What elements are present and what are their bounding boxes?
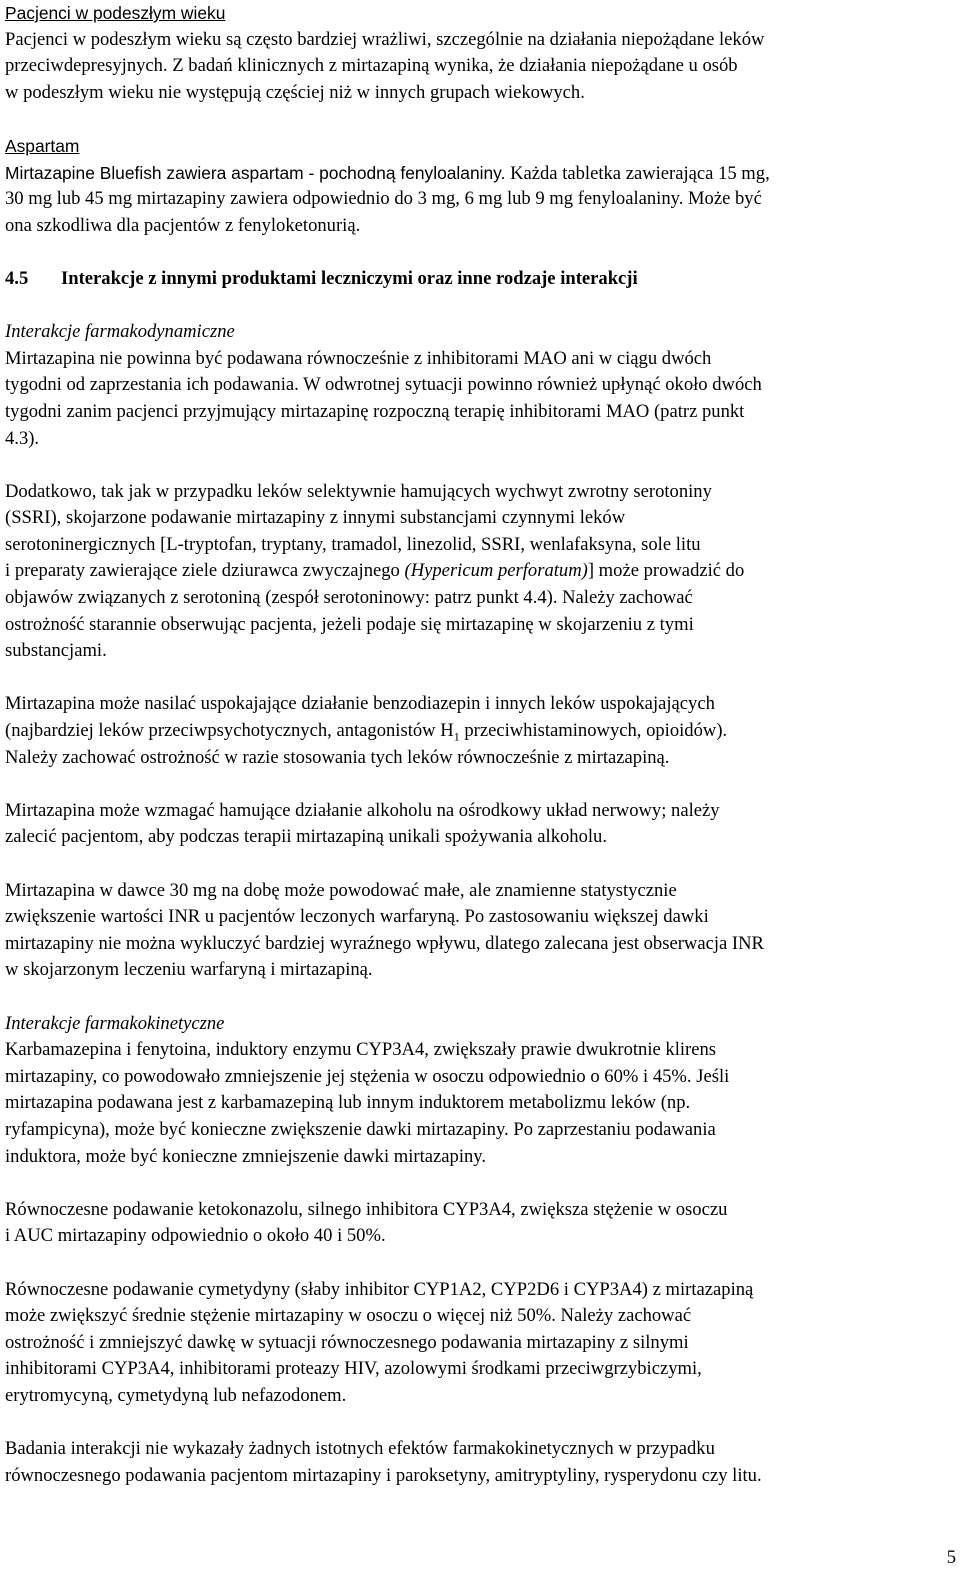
text-line: Mirtazapina może nasilać uspokajające działanie benzodiazepin i innych leków uspokajających xyxy=(5,693,715,715)
spacer xyxy=(5,293,953,320)
text-line: substancjami. xyxy=(5,640,107,662)
spacer xyxy=(5,106,953,133)
text-line: zwiększenie wartości INR u pacjentów leczonych warfaryną. Po zastosowaniu większej dawki xyxy=(5,906,709,928)
text-line: Mirtazapina nie powinna być podawana równocześnie z inhibitorami MAO ani w ciągu dwóch xyxy=(5,347,712,369)
section-heading xyxy=(5,266,953,293)
text-line: erytromycyną, cymetydyną lub nefazodonem. xyxy=(5,1384,347,1406)
spacer xyxy=(5,851,953,878)
page-number: 5 xyxy=(946,1547,956,1568)
spacer xyxy=(5,452,953,479)
text-line: induktora, może być konieczne zmniejszenie dawki mirtazapiny. xyxy=(5,1145,487,1167)
spacer xyxy=(5,239,953,266)
subheading-aspartam: Aspartam xyxy=(5,135,80,156)
text-line: 30 mg lub 45 mg mirtazapiny zawiera odpowiednio do 3 mg, 6 mg lub 9 mg fenyloalaniny. Może być xyxy=(5,188,762,210)
text-span: przeciwhistaminowych, opioidów). xyxy=(459,720,728,742)
text-line: tygodni od zaprzestania ich podawania. W odwrotnej sytuacji powinno również upłynąć około dwóch xyxy=(5,374,762,396)
text-line: tygodni zanim pacjenci przyjmujący mirtazapinę rozpoczną terapię inhibitorami MAO (patrz punkt xyxy=(5,400,745,422)
text-line: może zwiększyć średnie stężenie mirtazapiny w osoczu o więcej niż 50%. Należy zachować xyxy=(5,1305,692,1327)
subheading-pharmacokinetic: Interakcje farmakokinetyczne xyxy=(5,1012,225,1034)
text-line: Równoczesne podawanie cymetydyny (słaby inhibitor CYP1A2, CYP2D6 i CYP3A4) z mirtazapiną xyxy=(5,1278,754,1300)
spacer xyxy=(5,1409,953,1436)
text-line: serotoninergicznych [L-tryptofan, tryptany, tramadol, linezolid, SSRI, wenlafaksyna, sole litu xyxy=(5,533,701,555)
spacer xyxy=(5,1250,953,1277)
text-line: ostrożność i zmniejszyć dawkę w sytuacji równoczesnego podawania mirtazapiny z silnymi xyxy=(5,1331,689,1353)
subheading-pharmacodynamic: Interakcje farmakodynamiczne xyxy=(5,321,235,343)
text-line xyxy=(5,160,953,187)
text-line: ostrożność starannie obserwując pacjenta, jeżeli podaje się mirtazapinę w skojarzeniu z tymi xyxy=(5,613,694,635)
text-span: (najbardziej leków przeciwpsychotycznych, antagonistów H xyxy=(5,720,454,742)
section-title: Interakcje z innymi produktami leczniczymi oraz inne rodzaje interakcji xyxy=(61,267,638,289)
text-line: zalecić pacjentom, aby podczas terapii mirtazapiną unikali spożywania alkoholu. xyxy=(5,826,607,848)
text-line: w podeszłym wieku nie występują częściej niż w innych grupach wiekowych. xyxy=(5,81,585,103)
subscript: 1 xyxy=(453,729,460,744)
text-span: Każda tabletka zawierająca 15 mg, xyxy=(505,162,770,184)
text-line: Badania interakcji nie wykazały żadnych istotnych efektów farmakokinetycznych w przypadku xyxy=(5,1438,715,1460)
text-span: i preparaty zawierające ziele dziurawca zwyczajnego xyxy=(5,560,405,582)
document-page xyxy=(5,0,953,1489)
text-line: równoczesnego podawania pacjentom mirtazapiny i paroksetyny, amitryptyliny, rysperydonu czy litu. xyxy=(5,1464,762,1486)
spacer xyxy=(5,665,953,692)
text-line: Należy zachować ostrożność w razie stosowania tych leków równocześnie z mirtazapiną. xyxy=(5,746,670,768)
text-line: w skojarzonym leczeniu warfaryną i mirtazapiną. xyxy=(5,959,373,981)
spacer xyxy=(5,984,953,1011)
spacer xyxy=(5,1170,953,1197)
text-line: mirtazapiny, co powodowało zmniejszenie jej stężenia w osoczu odpowiednio o 60% i 45%. Jeśli xyxy=(5,1065,730,1087)
text-line: 4.3). xyxy=(5,427,40,449)
text-span: ] może prowadzić do xyxy=(587,560,745,582)
text-line: objawów związanych z serotoniną (zespół serotoninowy: patrz punkt 4.4). Należy zachować xyxy=(5,587,693,609)
text-line: Pacjenci w podeszłym wieku są często bardziej wrażliwi, szczególnie na działania niepożądane leków xyxy=(5,28,765,50)
text-line: i AUC mirtazapiny odpowiednio o około 40 i 50%. xyxy=(5,1225,386,1247)
text-line: inhibitorami CYP3A4, inhibitorami proteazy HIV, azolowymi środkami przeciwgrzybiczymi, xyxy=(5,1358,702,1380)
text-line: Mirtazapina w dawce 30 mg na dobę może powodować małe, ale znamienne statystycznie xyxy=(5,879,677,901)
text-line: ryfampicyna), może być konieczne zwiększenie dawki mirtazapiny. Po zaprzestaniu podawania xyxy=(5,1118,716,1140)
text-line: Dodatkowo, tak jak w przypadku leków selektywnie hamujących wychwyt zwrotny serotoniny xyxy=(5,480,712,502)
text-line: (SSRI), skojarzone podawanie mirtazapiny z innymi substancjami czynnymi leków xyxy=(5,507,626,529)
text-line: Mirtazapina może wzmagać hamujące działanie alkoholu na ośrodkowy układ nerwowy; należy xyxy=(5,799,720,821)
text-line: mirtazapiny nie można wykluczyć bardziej wyraźnego wpływu, dlatego zalecana jest obserwacja INR xyxy=(5,932,764,954)
subheading-elderly: Pacjenci w podeszłym wieku xyxy=(5,3,226,23)
text-line: Równoczesne podawanie ketokonazolu, silnego inhibitora CYP3A4, zwiększa stężenie w osoczu xyxy=(5,1198,728,1220)
text-span-italic: (Hypericum perforatum) xyxy=(404,560,588,582)
text-line: Karbamazepina i fenytoina, induktory enzymu CYP3A4, zwiększały prawie dwukrotnie klirens xyxy=(5,1039,717,1061)
text-line: przeciwdepresyjnych. Z badań klinicznych z mirtazapiną wynika, że działania niepożądane u osób xyxy=(5,55,738,77)
text-line: mirtazapina podawana jest z karbamazepiną lub innym induktorem metabolizmu leków (np. xyxy=(5,1092,691,1114)
section-number: 4.5 xyxy=(5,267,29,289)
text-line: ona szkodliwa dla pacjentów z fenyloketonurią. xyxy=(5,214,361,236)
text-line xyxy=(5,718,953,745)
spacer xyxy=(5,771,953,798)
text-line xyxy=(5,558,953,585)
text-span: Mirtazapine Bluefish zawiera aspartam - pochodną fenyloalaniny. xyxy=(5,162,506,183)
